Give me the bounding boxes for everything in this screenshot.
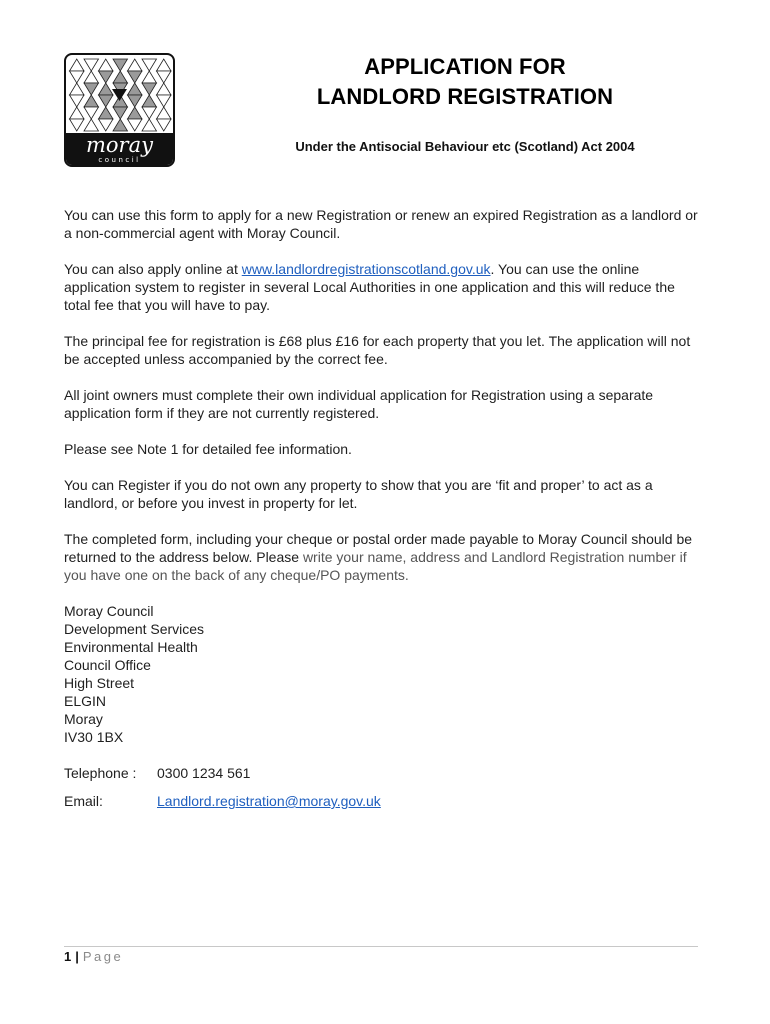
- address-line: ELGIN: [64, 693, 107, 709]
- logo-triangle: [142, 107, 157, 119]
- logo-triangle: [84, 107, 99, 119]
- paragraph-online-text-after: . You can use the online application system to register in several Local Authorities in one application and this will reduce the total fee that you will have to pay.: [64, 261, 675, 313]
- logo-triangle: [128, 83, 143, 95]
- logo-triangle: [128, 71, 143, 83]
- address-line: Council Office: [64, 657, 151, 673]
- paragraph-intro: You can use this form to apply for a new Registration or renew an expired Registration as a landlord or a non-commercial agent with Moray Council.: [64, 207, 698, 241]
- paragraph-fee: The principal fee for registration is £68 plus £16 for each property that you let. The application will not be accepted unless accompanied by the correct fee.: [64, 333, 691, 367]
- page-number: 1: [64, 949, 72, 964]
- address-line: Moray: [64, 711, 103, 727]
- email-label: Email:: [64, 793, 103, 809]
- logo-triangle: [70, 83, 85, 95]
- paragraph-online-text-before: You can also apply online at: [64, 261, 242, 277]
- paragraph-submission-tail: write your name, address and Landlord Registration number if you have one on the back of any cheque/PO payments.: [64, 549, 687, 583]
- logo-triangle: [99, 95, 114, 107]
- logo-graphic: [66, 55, 173, 165]
- paragraph-note-reference: Please see Note 1 for detailed fee information.: [64, 441, 352, 457]
- email-row: [64, 792, 381, 820]
- logo-triangle: [99, 71, 114, 83]
- logo-triangle: [128, 59, 143, 71]
- title-line-1: APPLICATION FOR: [364, 54, 566, 79]
- logo-triangle: [84, 71, 99, 83]
- paragraph-fit-and-proper: You can Register if you do not own any property to show that you are ‘fit and proper’ to act as a landlord, or before you invest in property for let.: [64, 477, 653, 511]
- logo-triangle: [70, 71, 85, 83]
- document-body: [64, 206, 704, 746]
- logo-triangle: [99, 59, 114, 71]
- logo-triangle: [113, 119, 128, 131]
- logo-triangle: [113, 59, 128, 71]
- logo-triangle: [142, 59, 157, 71]
- telephone-label: Telephone :: [64, 765, 137, 781]
- logo-triangle: [128, 119, 143, 131]
- contact-details: [64, 764, 381, 820]
- logo-triangle: [70, 107, 85, 119]
- logo-triangle: [99, 83, 114, 95]
- logo-triangle: [99, 119, 114, 131]
- address-line: Development Services: [64, 621, 205, 637]
- logo-triangle: [157, 71, 172, 83]
- logo-triangle: [113, 71, 128, 83]
- logo-triangle: [84, 83, 99, 95]
- logo-brand-text: moray: [86, 133, 153, 157]
- paragraph-joint-owners: All joint owners must complete their own individual application for Registration using a separate application form if they are not currently registered.: [64, 387, 654, 421]
- logo-triangle: [84, 119, 99, 131]
- logo-triangle: [157, 119, 172, 131]
- page-label: Page: [82, 949, 124, 964]
- footer-separator: |: [75, 949, 79, 964]
- document-title: [230, 52, 700, 112]
- logo-triangle: [70, 119, 85, 131]
- logo-center-triangle: [112, 89, 127, 101]
- telephone-row: [64, 764, 381, 792]
- logo-triangle: [128, 95, 143, 107]
- logo-triangle: [142, 71, 157, 83]
- logo-triangle: [70, 59, 85, 71]
- logo-triangle: [157, 83, 172, 95]
- email-link[interactable]: Landlord.registration@moray.gov.uk: [157, 793, 381, 809]
- logo-triangle: [99, 107, 114, 119]
- logo-triangle: [157, 59, 172, 71]
- logo-triangle: [84, 95, 99, 107]
- paragraph-submission: [64, 530, 704, 584]
- paragraph-submission-main: The completed form, including your cheque or postal order made payable to Moray Council should be returned to the address below. Please: [64, 531, 693, 565]
- logo-sub-text: council: [98, 156, 141, 164]
- logo-triangle: [142, 119, 157, 131]
- logo-triangle: [70, 95, 85, 107]
- logo-triangle: [157, 107, 172, 119]
- logo-triangle: [84, 59, 99, 71]
- footer-divider: [64, 946, 698, 947]
- address-line: High Street: [64, 675, 135, 691]
- address-line: IV30 1BX: [64, 729, 124, 745]
- logo-triangle: [157, 95, 172, 107]
- logo-triangle: [128, 107, 143, 119]
- logo-triangle: [113, 107, 128, 119]
- moray-council-logo: [64, 53, 175, 167]
- document-subtitle: Under the Antisocial Behaviour etc (Scotland) Act 2004: [295, 139, 635, 154]
- address-line: Moray Council: [64, 603, 154, 619]
- telephone-value: 0300 1234 561: [157, 765, 251, 781]
- page-footer: [64, 949, 123, 964]
- paragraph-online: [64, 260, 704, 314]
- logo-triangle: [142, 83, 157, 95]
- postal-address: [64, 602, 704, 746]
- address-line: Environmental Health: [64, 639, 198, 655]
- landlord-registration-website-link[interactable]: www.landlordregistrationscotland.gov.uk: [241, 261, 491, 277]
- logo-triangle: [142, 95, 157, 107]
- title-line-2: LANDLORD REGISTRATION: [316, 84, 614, 109]
